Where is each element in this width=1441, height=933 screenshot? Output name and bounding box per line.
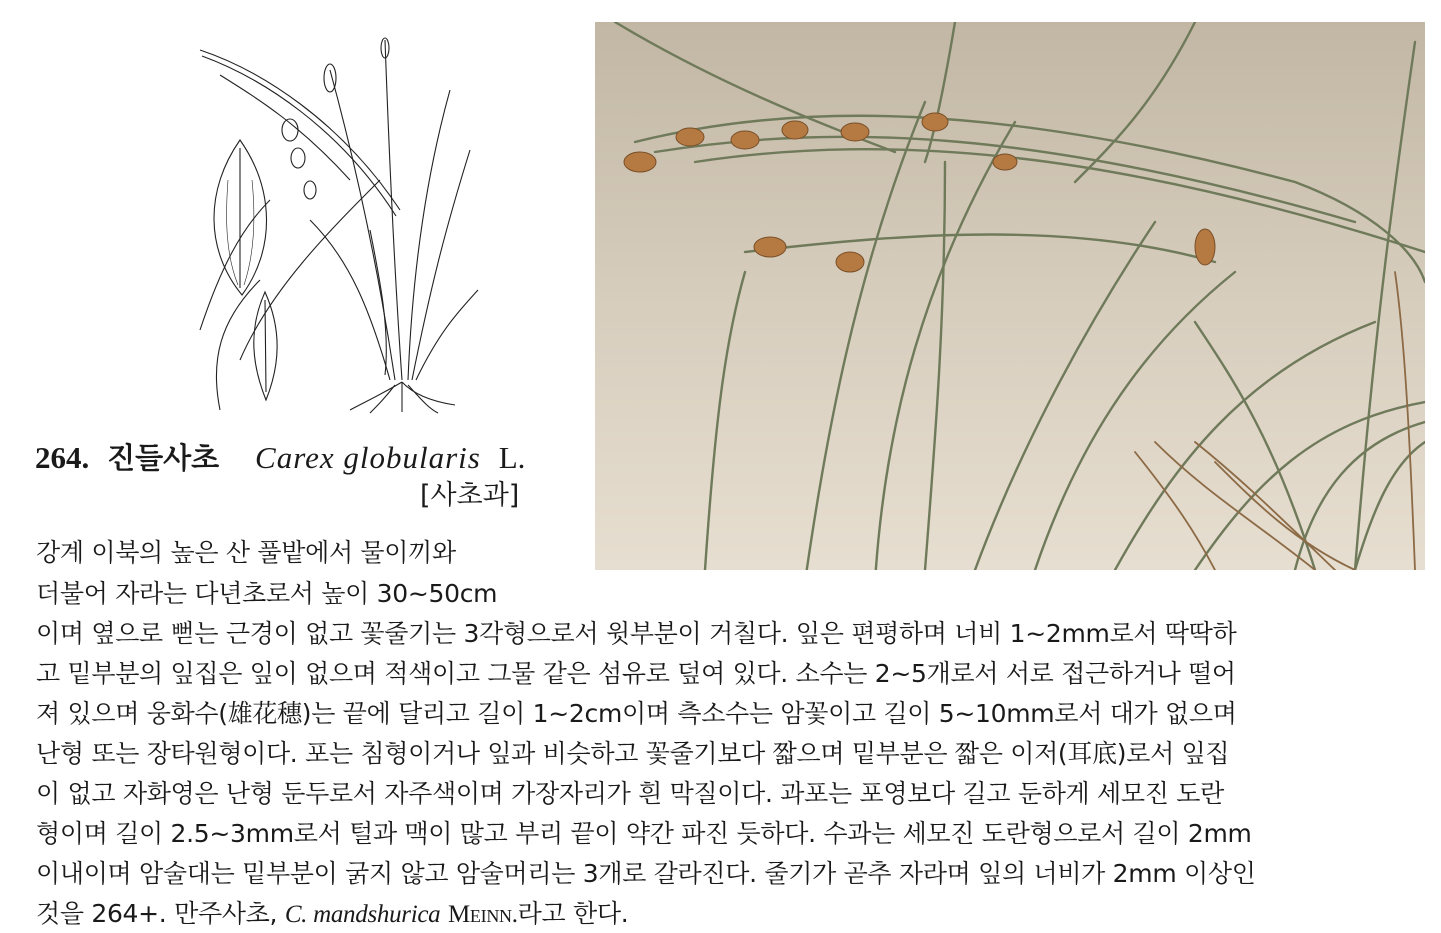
description-line: 더불어 자라는 다년초로서 높이 30~50cm [36, 579, 498, 608]
sedge-line-drawing-icon [180, 30, 480, 415]
description-line: 난형 또는 장타원형이다. 포는 침형이거나 잎과 비슷하고 꽃줄기보다 짧으며 밑부분은 짧은 이저(耳底)로서 잎집 [36, 739, 1230, 768]
description-line: 고 밑부분의 잎집은 잎이 없으며 적색이고 그물 같은 섬유로 덮여 있다. 소수는 2~5개로서 서로 접근하거나 떨어 [36, 659, 1236, 688]
description-line: 이 없고 자화영은 난형 둔두로서 자주색이며 가장자리가 흰 막질이다. 과포는 포영보다 길고 둔하게 세모진 도란 [36, 779, 1224, 808]
description-last-line [36, 897, 628, 932]
last-line-prefix: 것을 264+. 만주사초, [36, 899, 285, 928]
korean-name: 진들사초 [107, 441, 220, 475]
description-line: 형이며 길이 2.5~3mm로서 털과 맥이 많고 부리 끝이 약간 파진 듯하다. 수과는 세모진 도란형으로서 길이 2mm [36, 819, 1252, 848]
sedge-specimen-photo-icon [595, 22, 1425, 570]
last-line-suffix: 라고 한다. [517, 899, 629, 928]
description-line: 져 있으며 웅화수(雄花穗)는 끝에 달리고 길이 1~2cm이며 측소수는 암꽃이고 길이 5~10mm로서 대가 없으며 [36, 699, 1237, 728]
description-line: 강계 이북의 높은 산 풀밭에서 물이끼와 [36, 538, 456, 567]
species-heading [35, 438, 525, 478]
specimen-photo [595, 22, 1425, 570]
related-species-author: Meinn. [448, 901, 518, 928]
author-abbreviation: L. [498, 440, 526, 475]
botanical-illustration [180, 30, 480, 415]
species-number: 264. [35, 440, 90, 475]
description-line: 이며 옆으로 뻗는 근경이 없고 꽃줄기는 3각형으로서 윗부분이 거칠다. 잎은 편평하며 너비 1~2mm로서 딱딱하 [36, 619, 1237, 648]
scientific-name: Carex globularis [255, 440, 481, 475]
family-label: [사초과] [420, 480, 520, 511]
related-species-name: C. mandshurica [284, 901, 441, 928]
description-line: 이내이며 암술대는 밑부분이 굵지 않고 암술머리는 3개로 갈라진다. 줄기가 곧추 자라며 잎의 너비가 2mm 이상인 [36, 859, 1256, 888]
